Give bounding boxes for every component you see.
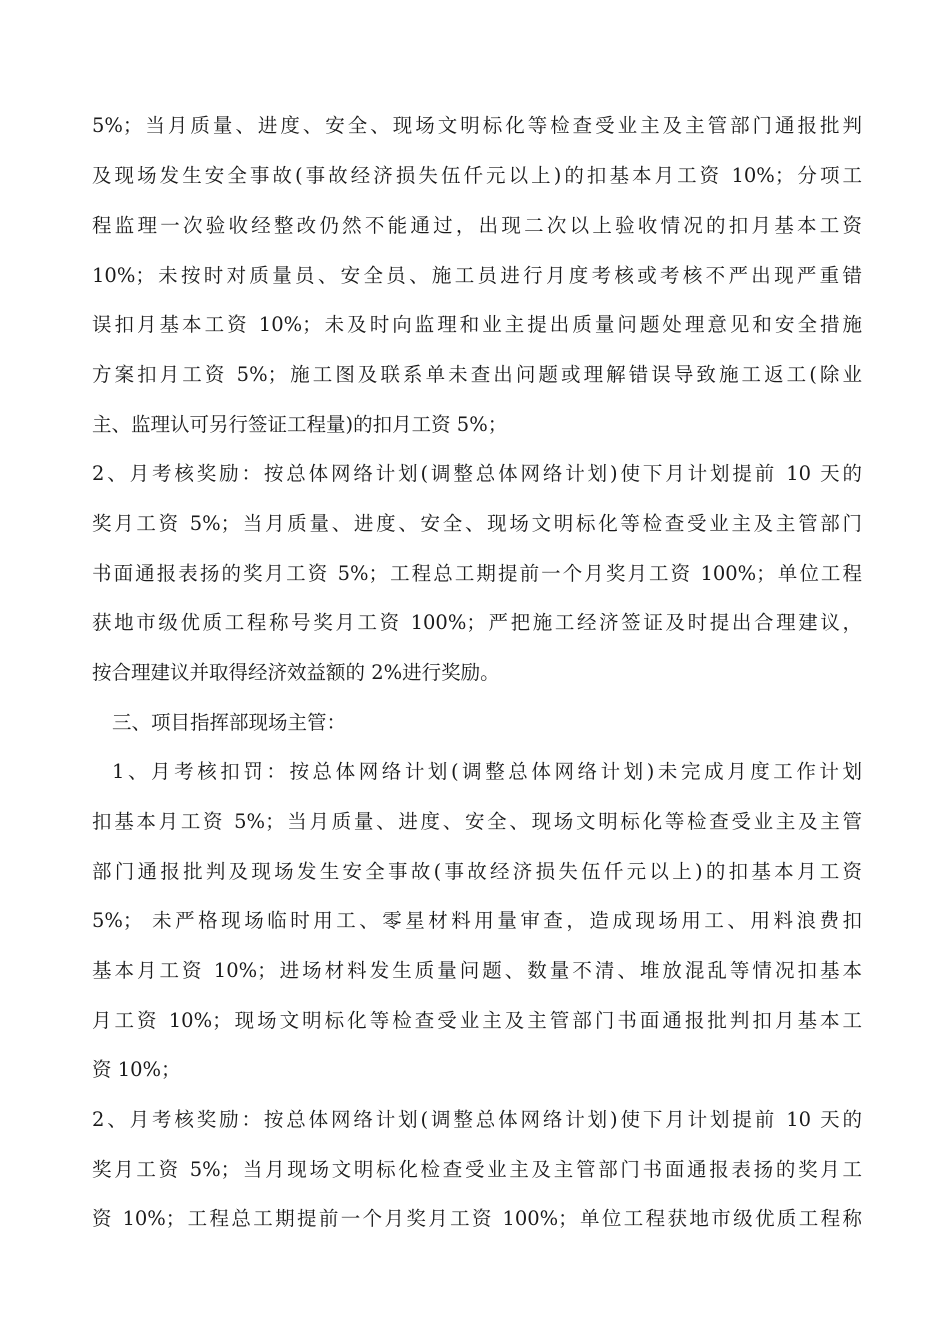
text-line: 按合理建议并取得经济效益额的 2%进行奖励。 [92, 661, 500, 684]
text-line: 及现场发生安全事故(事故经济损失伍仟元以上)的扣基本月工资 10%；分项工 [92, 164, 862, 187]
text-line: 奖月工资 5%；当月现场文明标化检查受业主及主管部门书面通报表扬的奖月工 [92, 1158, 862, 1181]
text-line: 资 10%；工程总工期提前一个月奖月工资 100%；单位工程获地市级优质工程称 [92, 1207, 862, 1230]
text-line: 2、月考核奖励：按总体网络计划(调整总体网络计划)使下月计划提前 10 天的 [92, 1108, 862, 1131]
text-line: 误扣月基本工资 10%；未及时向监理和业主提出质量问题处理意见和安全措施 [92, 313, 862, 336]
text-line: 1、月考核扣罚：按总体网络计划(调整总体网络计划)未完成月度工作计划 [112, 760, 862, 783]
text-line: 书面通报表扬的奖月工资 5%；工程总工期提前一个月奖月工资 100%；单位工程 [92, 562, 862, 585]
text-line: 主、监理认可另行签证工程量)的扣月工资 5%； [92, 413, 508, 436]
text-line: 程监理一次验收经整改仍然不能通过，出现二次以上验收情况的扣月基本工资 [92, 214, 862, 237]
text-line: 10%；未按时对质量员、安全员、施工员进行月度考核或考核不严出现严重错 [92, 264, 862, 287]
text-line: 资 10%； [92, 1058, 181, 1081]
text-line: 5%； 未严格现场临时用工、零星材料用量审查，造成现场用工、用料浪费扣 [92, 909, 862, 932]
text-line: 扣基本月工资 5%；当月质量、进度、安全、现场文明标化等检查受业主及主管 [92, 810, 862, 833]
text-line: 获地市级优质工程称号奖月工资 100%；严把施工经济签证及时提出合理建议， [92, 611, 862, 634]
text-line: 2、月考核奖励：按总体网络计划(调整总体网络计划)使下月计划提前 10 天的 [92, 462, 862, 485]
text-line: 部门通报批判及现场发生安全事故(事故经济损失伍仟元以上)的扣基本月工资 [92, 860, 862, 883]
text-line: 方案扣月工资 5%；施工图及联系单未查出问题或理解错误导致施工返工(除业 [92, 363, 862, 386]
text-line: 5%；当月质量、进度、安全、现场文明标化等检查受业主及主管部门通报批判 [92, 114, 862, 137]
section-heading: 三、项目指挥部现场主管： [112, 711, 347, 734]
text-line: 月工资 10%；现场文明标化等检查受业主及主管部门书面通报批判扣月基本工 [92, 1009, 862, 1032]
text-line: 基本月工资 10%；进场材料发生质量问题、数量不清、堆放混乱等情况扣基本 [92, 959, 862, 982]
text-line: 奖月工资 5%；当月质量、进度、安全、现场文明标化等检查受业主及主管部门 [92, 512, 862, 535]
